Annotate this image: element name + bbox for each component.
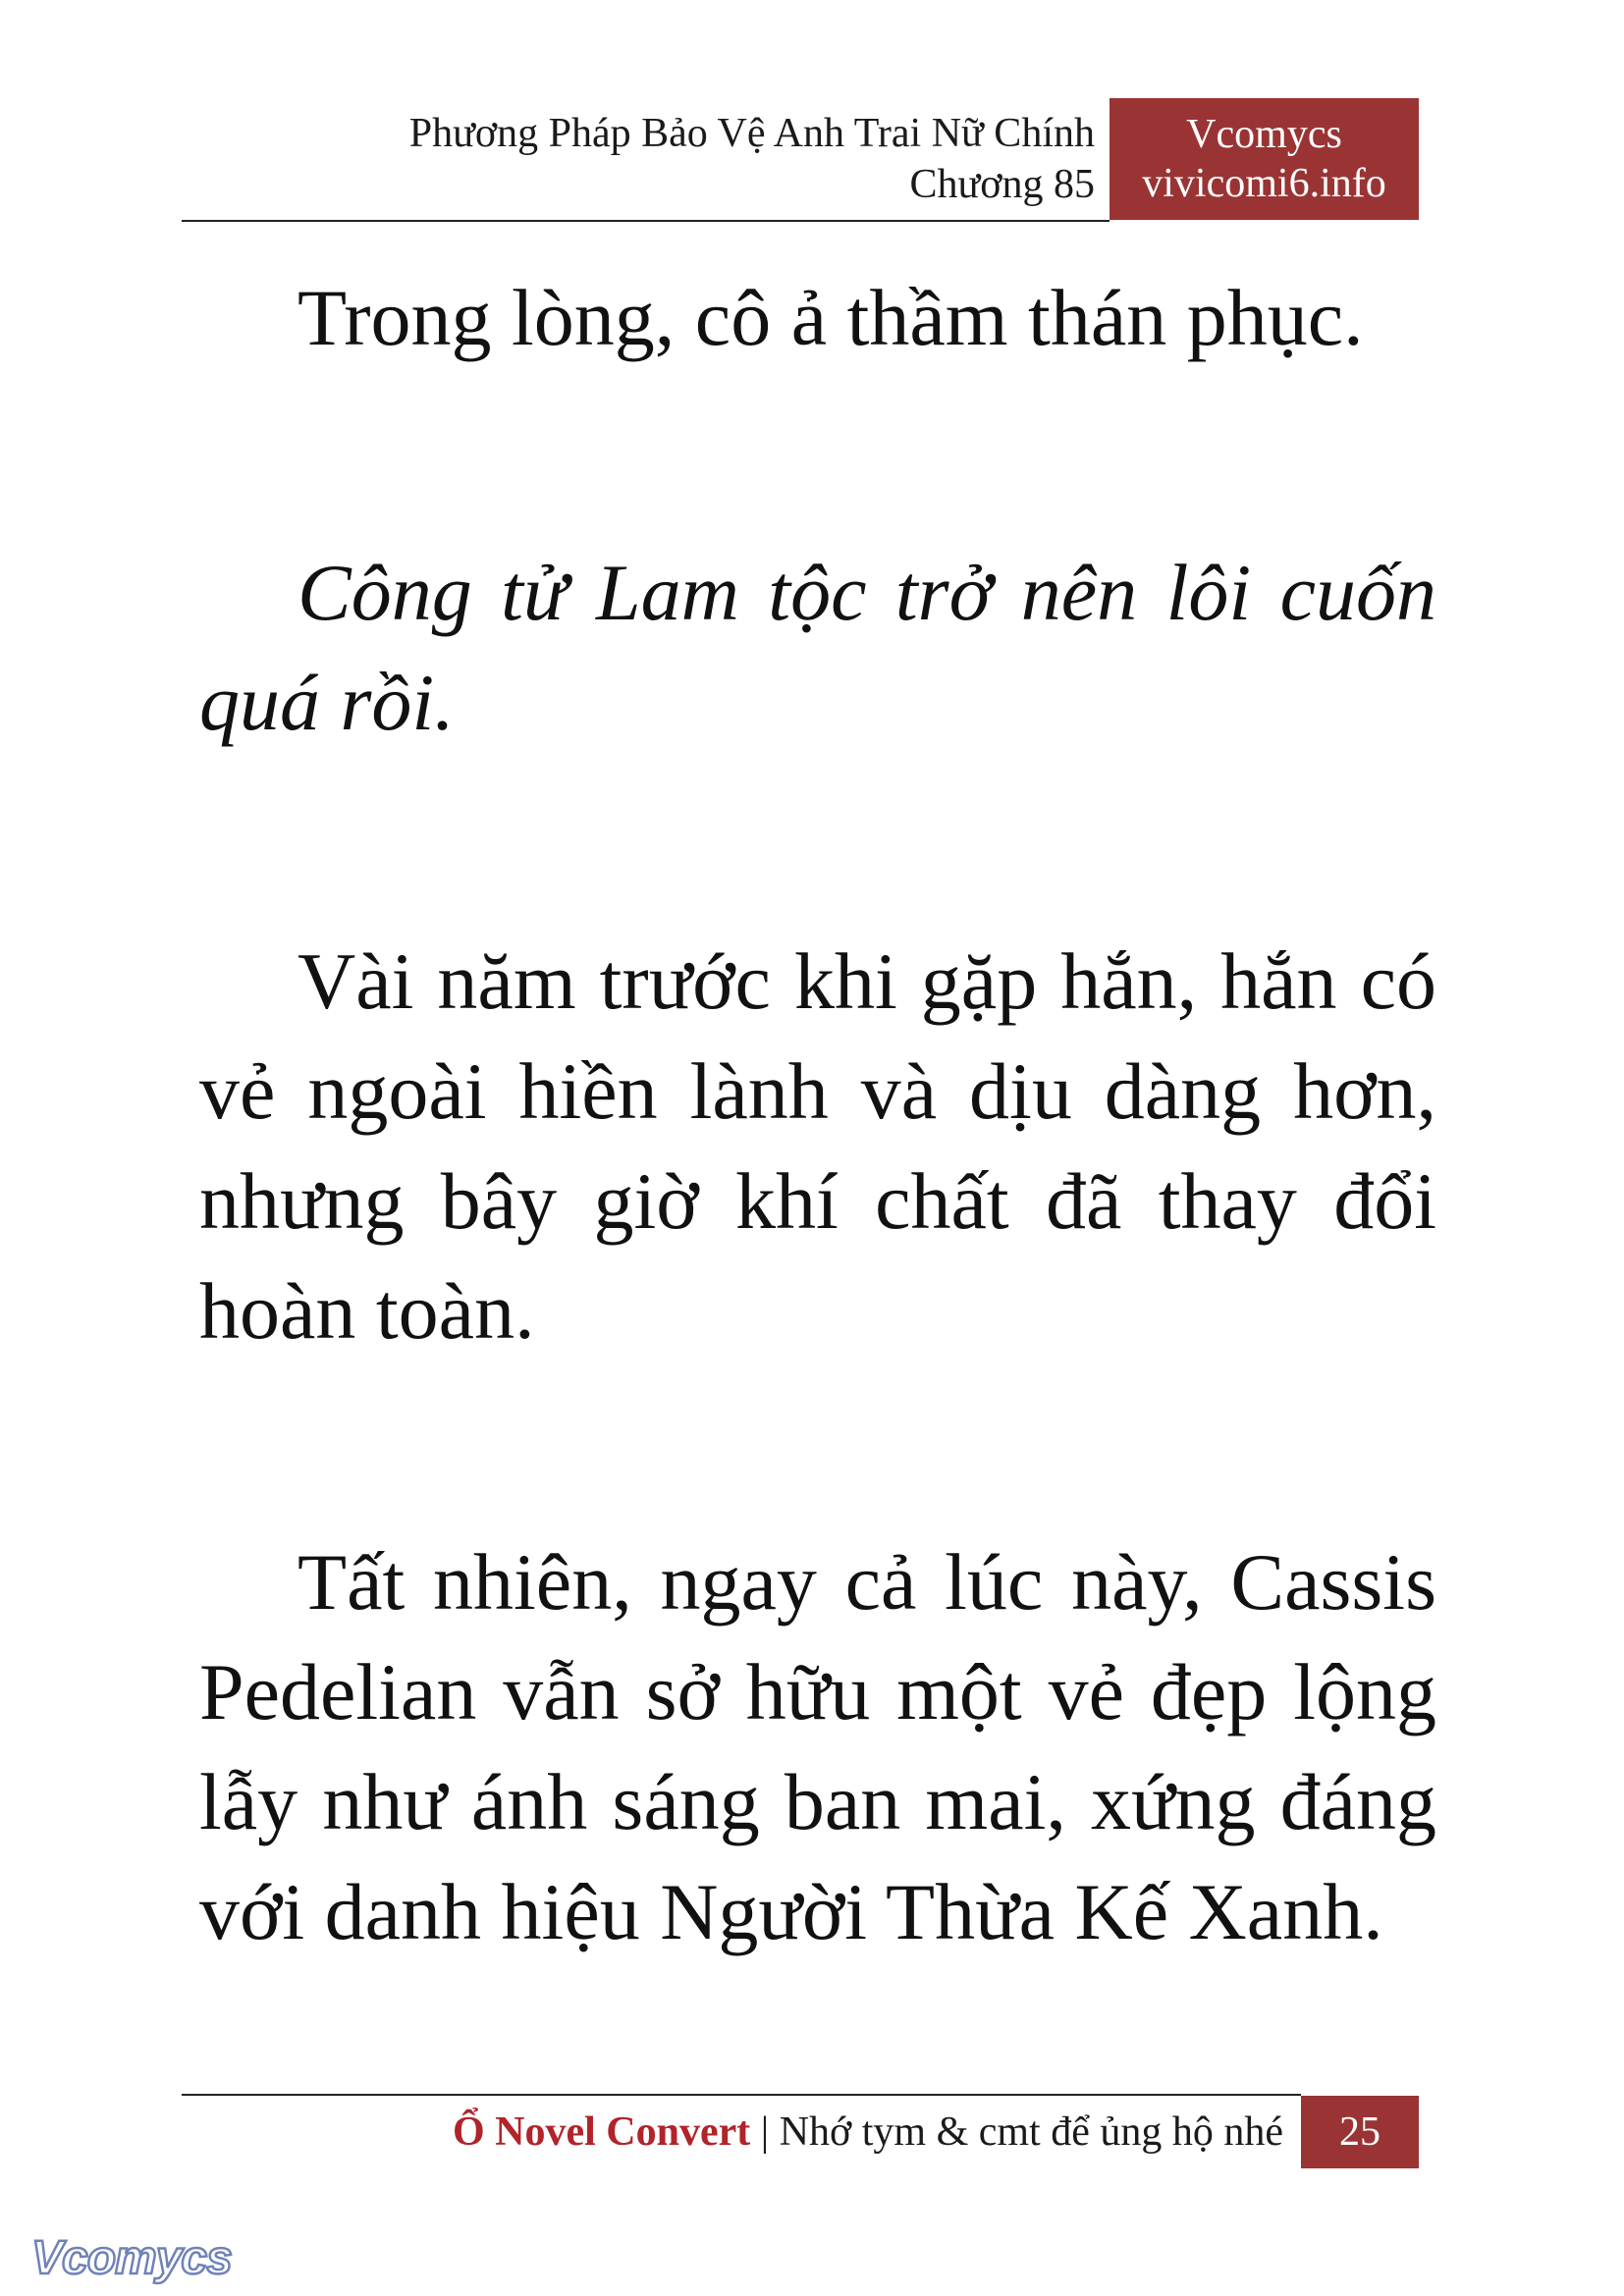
watermark-text: Vcomycs: [31, 2232, 232, 2284]
source-badge-name: Vcomycs: [1186, 112, 1342, 157]
paragraph-italic: Công tử Lam tộc trở nên lôi cuốn quá rồi.: [199, 548, 1436, 747]
page-header: [182, 98, 1419, 220]
footer-note: [453, 2108, 1283, 2157]
footer-separator: |: [760, 2109, 770, 2155]
header-divider: [182, 220, 1110, 222]
paragraph: Vài năm trước khi gặp hắn, hắn có vẻ ngoài hiền lành và dịu dàng hơn, nhưng bây giờ khí chất đã thay đổi hoàn toàn.: [199, 936, 1436, 1356]
header-title: [409, 108, 1095, 210]
footer-message: Nhớ tym & cmt để ủng hộ nhé: [779, 2109, 1283, 2155]
source-badge: [1110, 98, 1419, 220]
watermark-logo: [27, 2228, 253, 2287]
page-footer: [182, 2096, 1301, 2168]
footer-brand: Ổ Novel Convert: [452, 2109, 751, 2155]
source-badge-url: vivicomi6.info: [1142, 161, 1386, 206]
paragraph: Tất nhiên, ngay cả lúc này, Cassis Pedelian vẫn sở hữu một vẻ đẹp lộng lẫy như ánh sáng ban mai, xứng đáng với danh hiệu Người Thừa Kế Xanh.: [199, 1537, 1436, 1956]
book-title: Phương Pháp Bảo Vệ Anh Trai Nữ Chính: [408, 111, 1095, 156]
paragraph: Trong lòng, cô ả thầm thán phục.: [298, 273, 1364, 362]
chapter-label: Chương 85: [909, 162, 1095, 207]
page-number: 25: [1301, 2096, 1419, 2168]
